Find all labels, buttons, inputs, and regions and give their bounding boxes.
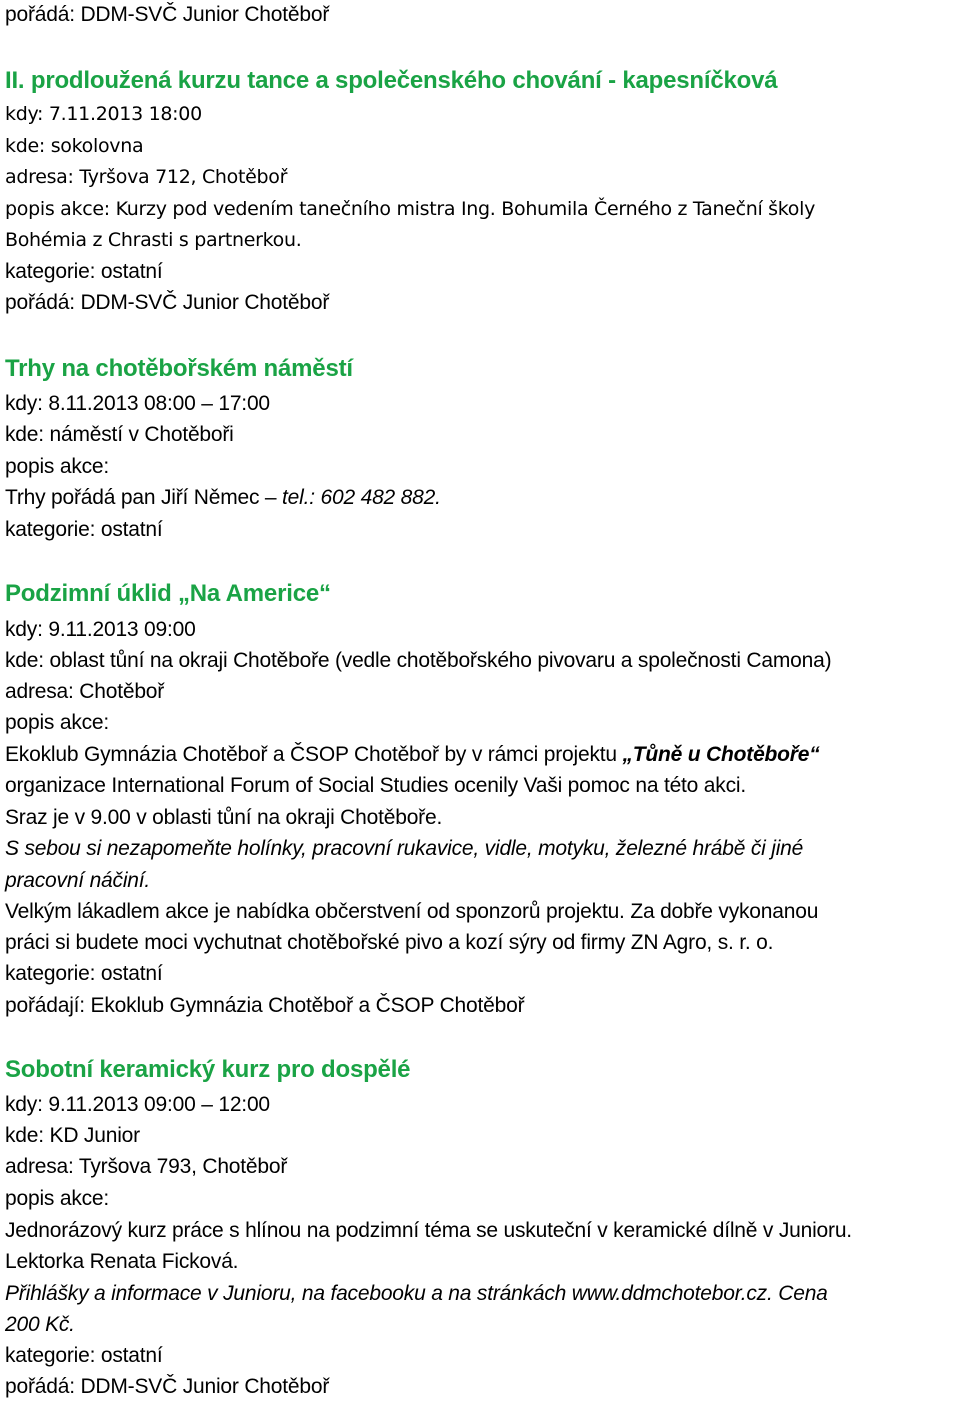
event-description: Velkým lákadlem akce je nabídka občerstvení od sponzorů projektu. Za dobře vykonanou: [5, 900, 819, 923]
event-where: kde: oblast tůní na okraji Chotěboře (vedle chotěbořského pivovaru a společnosti Camona): [5, 649, 832, 672]
event-description: pracovní náčiní.: [5, 869, 151, 892]
event-category: kategorie: ostatní: [5, 518, 163, 541]
event-description-label: popis akce:: [5, 1187, 110, 1210]
event-title: II. prodloužená kurzu tance a společenského chování - kapesníčková: [5, 67, 778, 94]
event-when: kdy: 7.11.2013 18:00: [5, 103, 202, 125]
event-where: kde: sokolovna: [5, 135, 144, 157]
event-when: kdy: 9.11.2013 09:00: [5, 618, 196, 641]
event-organizer: pořádají: Ekoklub Gymnázia Chotěboř a ČSOP Chotěboř: [5, 994, 525, 1017]
event-description: S sebou si nezapomeňte holínky, pracovní rukavice, vidle, motyku, železné hrábě či jiné: [5, 837, 804, 860]
event-title: Podzimní úklid „Na Americe“: [5, 580, 331, 607]
event-description-label: popis akce:: [5, 455, 110, 478]
event-description: 200 Kč.: [5, 1313, 75, 1336]
organizer-line: pořádá: DDM-SVČ Junior Chotěboř: [5, 3, 330, 26]
event-address: adresa: Tyršova 712, Chotěboř: [5, 166, 288, 188]
event-when: kdy: 9.11.2013 09:00 – 12:00: [5, 1093, 270, 1116]
event-description-label: popis akce:: [5, 711, 110, 734]
event-description-text: Ekoklub Gymnázia Chotěboř a ČSOP Chotěboř by v rámci projektu: [5, 743, 623, 766]
event-description: Bohémia z Chrasti s partnerkou.: [5, 229, 302, 251]
event-description: Jednorázový kurz práce s hlínou na podzimní téma se uskuteční v keramické dílně v Junioru.: [5, 1219, 852, 1242]
event-category: kategorie: ostatní: [5, 1344, 163, 1367]
event-where: kde: náměstí v Chotěboři: [5, 423, 234, 446]
event-description: práci si budete moci vychutnat chotěbořské pivo a kozí sýry od firmy ZN Agro, s. r. o.: [5, 931, 774, 954]
event-description: Přihlášky a informace v Junioru, na facebooku a na stránkách www.ddmchotebor.cz. Cena: [5, 1282, 828, 1305]
event-description: Lektorka Renata Ficková.: [5, 1250, 239, 1273]
event-when: kdy: 8.11.2013 08:00 – 17:00: [5, 392, 270, 415]
event-description: organizace International Forum of Social Studies ocenily Vaši pomoc na této akci.: [5, 774, 746, 797]
event-address: adresa: Tyršova 793, Chotěboř: [5, 1155, 288, 1178]
project-name: „Tůně u Chotěboře“: [622, 743, 820, 766]
event-title: Sobotní keramický kurz pro dospělé: [5, 1056, 411, 1083]
event-organizer: pořádá: DDM-SVČ Junior Chotěboř: [5, 1375, 330, 1398]
event-phone: tel.: 602 482 882.: [282, 486, 441, 509]
event-where: kde: KD Junior: [5, 1124, 140, 1147]
event-category: kategorie: ostatní: [5, 260, 163, 283]
event-title: Trhy na chotěbořském náměstí: [5, 355, 353, 382]
event-address: adresa: Chotěboř: [5, 680, 165, 703]
event-description: [5, 484, 441, 512]
event-category: kategorie: ostatní: [5, 962, 163, 985]
event-organizer: pořádá: DDM-SVČ Junior Chotěboř: [5, 291, 330, 314]
event-description: popis akce: Kurzy pod vedením tanečního mistra Ing. Bohumila Černého z Taneční školy: [5, 198, 816, 220]
event-description-text: Trhy pořádá pan Jiří Němec –: [5, 486, 283, 509]
event-description: [5, 741, 820, 769]
event-description: Sraz je v 9.00 v oblasti tůní na okraji Chotěboře.: [5, 806, 443, 829]
